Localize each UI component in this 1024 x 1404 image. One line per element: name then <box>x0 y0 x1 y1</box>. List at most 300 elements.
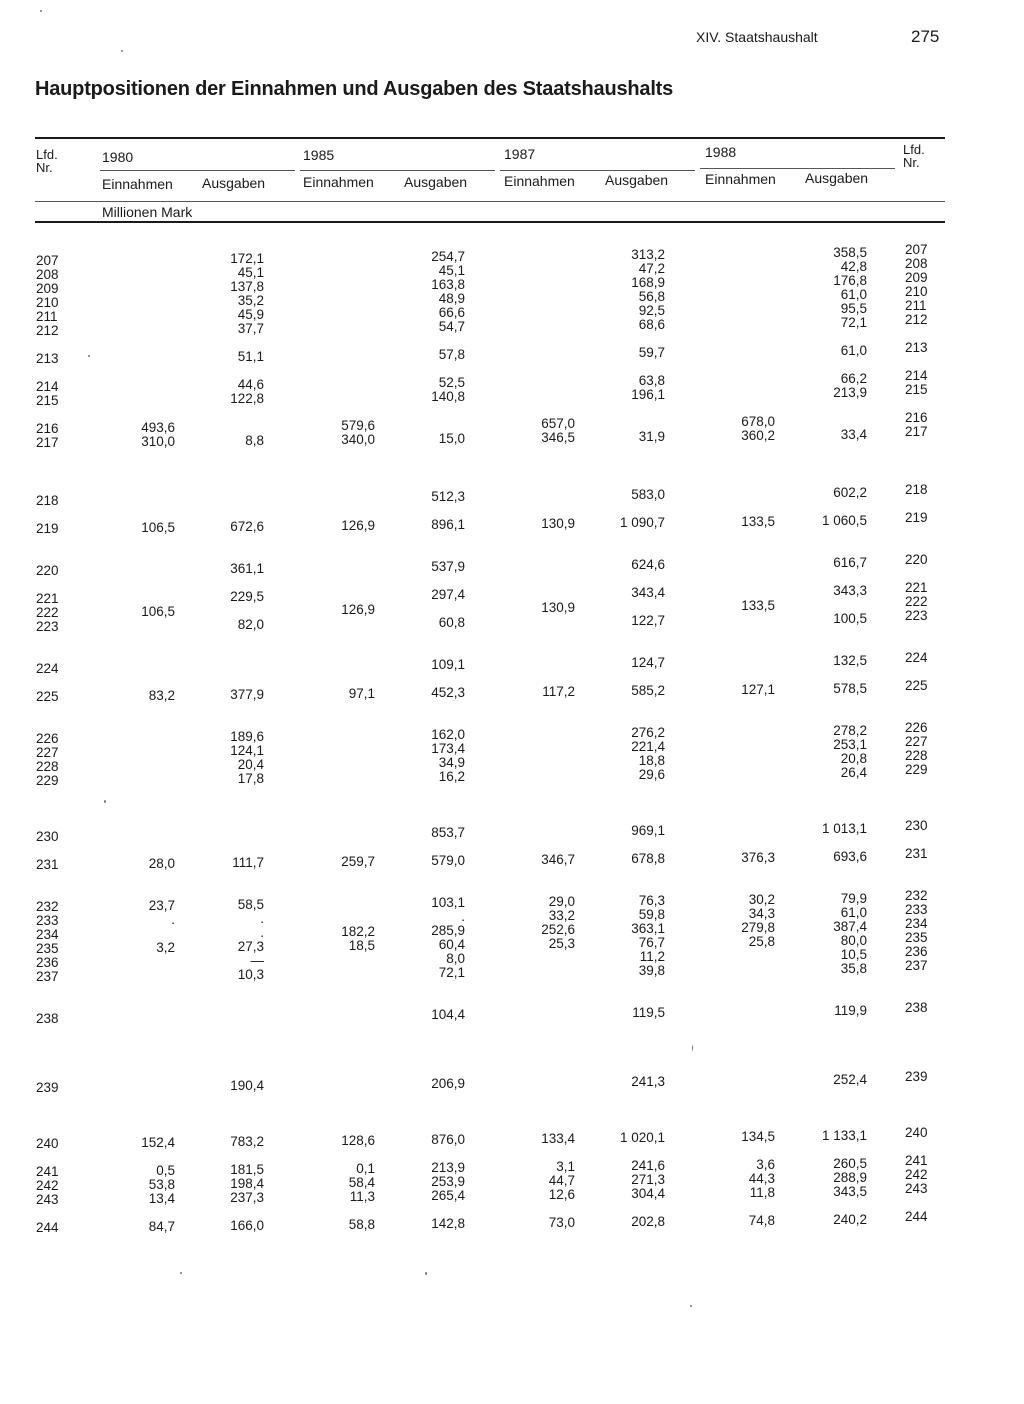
table-cell: 241,6 <box>631 1158 665 1173</box>
row-number: 241 <box>36 1164 59 1179</box>
table-cell: 128,6 <box>341 1133 375 1148</box>
table-cell: 59,8 <box>638 907 665 922</box>
year-1980: 1980 <box>102 149 134 165</box>
table-cell: 252,6 <box>541 922 575 937</box>
row-number: 234 <box>905 916 928 931</box>
row-number: 216 <box>905 410 928 425</box>
table-cell: 1 013,1 <box>821 821 867 836</box>
row-number: 228 <box>36 759 59 774</box>
page-title: Hauptpositionen der Einnahmen und Ausgaben des Staatshaushalts <box>35 78 674 100</box>
table-cell: 18,8 <box>638 753 665 768</box>
row-number: 209 <box>36 281 59 296</box>
lfd-nr-label-left: Lfd. Nr. <box>36 147 58 175</box>
table-cell: 237,3 <box>230 1190 264 1205</box>
row-number: 225 <box>905 678 928 693</box>
table-cell: 969,1 <box>631 823 665 838</box>
table-cell: 168,9 <box>631 275 665 290</box>
table-cell: 132,5 <box>833 653 867 668</box>
year-rule-1988 <box>700 168 895 169</box>
table-cell: 259,7 <box>341 854 375 869</box>
table-cell: 876,0 <box>431 1132 465 1147</box>
row-number: 230 <box>36 829 59 844</box>
table-cell: 26,4 <box>840 765 867 780</box>
table-cell: 360,2 <box>741 428 775 443</box>
section-header: XIV. Staatshaushalt <box>696 29 818 45</box>
table-cell: 310,0 <box>141 434 175 449</box>
table-cell: 285,9 <box>431 923 465 938</box>
table-cell: 678,0 <box>741 414 775 429</box>
table-cell: 162,0 <box>431 727 465 742</box>
row-number: 244 <box>36 1220 59 1235</box>
table-cell: 271,3 <box>631 1172 665 1187</box>
table-cell: 190,4 <box>230 1078 264 1093</box>
table-cell: 124,7 <box>631 655 665 670</box>
year-1988: 1988 <box>705 144 737 160</box>
table-cell: 142,8 <box>431 1216 465 1231</box>
table-cell: 97,1 <box>348 686 375 701</box>
table-cell: 578,5 <box>833 681 867 696</box>
ausgaben-label-1987: Ausgaben <box>605 172 669 188</box>
table-cell: 11,8 <box>749 1185 775 1200</box>
table-cell: 35,2 <box>237 293 264 308</box>
row-number: 212 <box>905 312 928 327</box>
table-cell: 68,6 <box>638 317 665 332</box>
table-cell: 74,8 <box>748 1213 775 1228</box>
table-cell: 106,5 <box>141 604 175 619</box>
row-number: 210 <box>905 284 928 299</box>
table-cell: 44,7 <box>548 1173 575 1188</box>
year-rule-1987 <box>500 170 695 171</box>
table-cell: 221,4 <box>631 739 665 754</box>
table-cell: 42,8 <box>840 259 867 274</box>
table-cell: 512,3 <box>431 489 465 504</box>
table-cell: 196,1 <box>631 387 665 402</box>
table-cell: 58,4 <box>348 1175 375 1190</box>
row-number: 243 <box>905 1181 928 1196</box>
table-cell: 76,7 <box>638 935 665 950</box>
table-cell: 29,6 <box>638 767 665 782</box>
scan-speck <box>425 1272 427 1275</box>
table-cell: 33,2 <box>548 908 575 923</box>
row-number: 231 <box>905 846 928 861</box>
table-cell: 60,4 <box>438 937 465 952</box>
row-number: 211 <box>36 309 58 324</box>
row-number: 242 <box>36 1178 59 1193</box>
year-1985: 1985 <box>303 147 335 163</box>
table-header-bottom-rule <box>35 221 945 223</box>
table-cell: 493,6 <box>141 420 175 435</box>
table-cell: 0,1 <box>356 1161 375 1176</box>
row-number: 237 <box>36 969 59 984</box>
scan-speck <box>180 1272 182 1274</box>
row-number: 243 <box>36 1192 59 1207</box>
row-number: 217 <box>905 424 928 439</box>
row-number: 236 <box>905 944 928 959</box>
table-cell: 45,1 <box>237 265 264 280</box>
table-cell: 240,2 <box>833 1212 867 1227</box>
row-number: 232 <box>905 888 928 903</box>
row-number: 238 <box>36 1011 59 1026</box>
table-cell: — <box>250 953 264 968</box>
row-number: 218 <box>36 493 59 508</box>
table-cell: 340,0 <box>341 432 375 447</box>
row-number: 226 <box>36 731 59 746</box>
table-cell: 241,3 <box>631 1074 665 1089</box>
table-cell: 163,8 <box>431 277 465 292</box>
table-cell: 61,0 <box>840 343 867 358</box>
table-cell: 34,9 <box>438 755 465 770</box>
scan-speck <box>40 10 42 12</box>
table-cell: 10,5 <box>840 947 867 962</box>
table-cell: 72,1 <box>840 315 867 330</box>
table-cell: 18,5 <box>348 938 375 953</box>
table-cell: 252,4 <box>833 1072 867 1087</box>
table-cell: 260,5 <box>833 1156 867 1171</box>
table-cell: 278,2 <box>833 723 867 738</box>
table-cell: 10,3 <box>237 967 264 982</box>
table-cell: 13,4 <box>148 1191 175 1206</box>
table-cell: 130,9 <box>541 516 575 531</box>
row-number: 230 <box>905 818 928 833</box>
table-cell: 1 020,1 <box>619 1130 665 1145</box>
row-number: 238 <box>905 1000 928 1015</box>
row-number: 221 <box>905 580 928 595</box>
table-cell: 39,8 <box>638 963 665 978</box>
row-number: 220 <box>36 563 59 578</box>
table-cell: 23,7 <box>148 898 175 913</box>
table-cell: 20,4 <box>237 757 264 772</box>
table-cell: 343,5 <box>833 1184 867 1199</box>
row-number: 217 <box>36 435 59 450</box>
table-cell: 25,8 <box>748 934 775 949</box>
table-cell: 117,2 <box>542 684 575 699</box>
row-number: 223 <box>36 619 59 634</box>
scan-speck <box>88 355 90 357</box>
row-number: 241 <box>905 1153 928 1168</box>
einnahmen-label-1985: Einnahmen <box>303 174 374 190</box>
table-cell: 72,1 <box>438 965 465 980</box>
table-cell: 361,1 <box>230 561 264 576</box>
table-cell: 853,7 <box>431 825 465 840</box>
table-cell: 109,1 <box>431 657 465 672</box>
table-cell: 47,2 <box>638 261 665 276</box>
row-number: 222 <box>905 594 928 609</box>
table-cell: 56,8 <box>638 289 665 304</box>
table-cell: 8,0 <box>446 951 465 966</box>
table-cell: 83,2 <box>148 688 175 703</box>
table-cell: 66,6 <box>438 305 465 320</box>
table-cell: 17,8 <box>237 771 264 786</box>
row-number: 224 <box>905 650 928 665</box>
table-cell: . <box>260 911 264 926</box>
table-cell: 3,2 <box>156 940 175 955</box>
table-cell: 213,9 <box>833 385 867 400</box>
scan-speck <box>121 50 123 52</box>
table-cell: 76,3 <box>638 893 665 908</box>
row-number: 214 <box>905 368 928 383</box>
table-cell: 44,6 <box>237 377 264 392</box>
table-cell: 27,3 <box>237 939 264 954</box>
year-1987: 1987 <box>504 146 536 162</box>
row-number: 225 <box>36 689 59 704</box>
table-cell: 452,3 <box>431 685 465 700</box>
row-number: 227 <box>36 745 59 760</box>
table-cell: 343,3 <box>833 583 867 598</box>
table-cell: 343,4 <box>631 585 665 600</box>
table-cell: 198,4 <box>230 1176 264 1191</box>
row-number: 216 <box>36 421 59 436</box>
table-cell: 100,5 <box>833 611 867 626</box>
table-cell: 106,5 <box>141 520 175 535</box>
row-number: 210 <box>36 295 59 310</box>
table-cell: 59,7 <box>638 345 665 360</box>
unit-label: Millionen Mark <box>102 204 193 220</box>
table-cell: 73,0 <box>548 1215 575 1230</box>
table-cell: 126,9 <box>341 518 375 533</box>
table-cell: 58,5 <box>237 897 264 912</box>
table-cell: 30,2 <box>748 892 775 907</box>
einnahmen-label-1987: Einnahmen <box>504 173 575 189</box>
table-cell: 166,0 <box>230 1218 264 1233</box>
table-cell: 122,7 <box>631 613 665 628</box>
table-cell: 583,0 <box>631 487 665 502</box>
row-number: 213 <box>905 340 928 355</box>
row-number: 226 <box>905 720 928 735</box>
table-cell: 624,6 <box>631 557 665 572</box>
table-cell: 45,1 <box>438 263 465 278</box>
table-cell: 134,5 <box>741 1129 775 1144</box>
row-number: 215 <box>36 393 59 408</box>
table-cell: 11,3 <box>349 1189 375 1204</box>
table-cell: 265,4 <box>431 1188 465 1203</box>
table-cell: 276,2 <box>631 725 665 740</box>
table-cell: 66,2 <box>840 371 867 386</box>
table-cell: 8,8 <box>245 433 264 448</box>
table-cell: 253,9 <box>431 1174 465 1189</box>
table-cell: 25,3 <box>548 936 575 951</box>
table-cell: 111,7 <box>232 855 264 870</box>
table-cell: 53,8 <box>148 1177 175 1192</box>
table-cell: 63,8 <box>638 373 665 388</box>
page-number: 275 <box>911 27 940 46</box>
table-cell: 54,7 <box>438 319 465 334</box>
row-number: 242 <box>905 1167 928 1182</box>
table-cell: 137,8 <box>230 279 264 294</box>
lfd-nr-label-right: Lfd. Nr. <box>903 142 925 170</box>
year-rule-1980 <box>100 170 295 171</box>
table-cell: 172,1 <box>230 251 264 266</box>
table-cell: 57,8 <box>438 347 465 362</box>
row-number: 227 <box>905 734 928 749</box>
table-cell: 297,4 <box>431 587 465 602</box>
table-cell: 377,9 <box>230 687 264 702</box>
row-number: 218 <box>905 482 928 497</box>
row-number: 223 <box>905 608 928 623</box>
table-cell: 12,6 <box>548 1187 575 1202</box>
table-cell: 82,0 <box>237 617 264 632</box>
table-cell: 579,0 <box>431 853 465 868</box>
row-number: 233 <box>36 913 59 928</box>
table-cell: 133,4 <box>541 1131 575 1146</box>
table-cell: 254,7 <box>431 249 465 264</box>
row-number: 244 <box>905 1209 928 1224</box>
table-cell: 173,4 <box>431 741 465 756</box>
table-cell: 84,7 <box>148 1219 175 1234</box>
table-cell: 585,2 <box>631 683 665 698</box>
table-cell: 48,9 <box>438 291 465 306</box>
table-cell: 33,4 <box>840 427 867 442</box>
table-cell: 616,7 <box>833 555 867 570</box>
row-number: 229 <box>36 773 59 788</box>
table-cell: 61,0 <box>840 905 867 920</box>
table-cell: 279,8 <box>741 920 775 935</box>
table-cell: 896,1 <box>431 517 465 532</box>
row-number: 229 <box>905 762 928 777</box>
table-cell: . <box>260 925 264 940</box>
table-cell: 29,0 <box>548 894 575 909</box>
table-cell: 103,1 <box>431 895 465 910</box>
table-cell: 51,1 <box>237 349 264 364</box>
table-cell: 304,4 <box>631 1186 665 1201</box>
ausgaben-label-1980: Ausgaben <box>202 175 266 191</box>
table-cell: 119,5 <box>632 1005 665 1020</box>
table-cell: 346,5 <box>541 430 575 445</box>
row-number: 213 <box>36 351 59 366</box>
row-number: 224 <box>36 661 59 676</box>
row-number: 222 <box>36 605 59 620</box>
row-number: 214 <box>36 379 59 394</box>
ausgaben-label-1988: Ausgaben <box>805 170 869 186</box>
unit-rule <box>35 201 945 202</box>
row-number: 212 <box>36 323 59 338</box>
table-cell: 92,5 <box>638 303 665 318</box>
table-cell: 213,9 <box>431 1160 465 1175</box>
row-number: 235 <box>905 930 928 945</box>
table-cell: 387,4 <box>833 919 867 934</box>
row-number: 235 <box>36 941 59 956</box>
row-number: 207 <box>36 253 59 268</box>
row-number: 219 <box>905 510 928 525</box>
ausgaben-label-1985: Ausgaben <box>404 174 468 190</box>
row-number: 221 <box>36 591 59 606</box>
table-cell: 602,2 <box>833 485 867 500</box>
table-cell: 678,8 <box>631 851 665 866</box>
table-cell: 80,0 <box>840 933 867 948</box>
row-number: 208 <box>905 256 928 271</box>
table-cell: 15,0 <box>438 431 465 446</box>
table-cell: 189,6 <box>230 729 264 744</box>
row-number: 234 <box>36 927 59 942</box>
row-number: 209 <box>905 270 928 285</box>
table-cell: 104,4 <box>431 1007 465 1022</box>
table-cell: 229,5 <box>230 589 264 604</box>
table-cell: 537,9 <box>431 559 465 574</box>
table-cell: 358,5 <box>833 245 867 260</box>
table-cell: 181,5 <box>230 1162 264 1177</box>
einnahmen-label-1980: Einnahmen <box>102 176 173 192</box>
row-number: 237 <box>905 958 928 973</box>
row-number: 231 <box>36 857 59 872</box>
table-cell: 363,1 <box>631 921 665 936</box>
table-cell: 288,9 <box>833 1170 867 1185</box>
table-cell: 16,2 <box>438 769 465 784</box>
table-cell: 127,1 <box>741 682 775 697</box>
table-cell: 783,2 <box>230 1134 264 1149</box>
table-cell: 133,5 <box>741 514 775 529</box>
table-cell: 672,6 <box>230 519 264 534</box>
table-cell: 152,4 <box>141 1135 175 1150</box>
table-cell: 44,3 <box>748 1171 775 1186</box>
table-cell: 1 133,1 <box>821 1128 867 1143</box>
table-cell: 176,8 <box>833 273 867 288</box>
table-cell: 20,8 <box>840 751 867 766</box>
table-cell: 202,8 <box>631 1214 665 1229</box>
row-number: 220 <box>905 552 928 567</box>
scan-speck <box>690 1305 692 1307</box>
row-number: 239 <box>905 1069 928 1084</box>
table-cell: 122,8 <box>230 391 264 406</box>
row-number: 208 <box>36 267 59 282</box>
table-cell: 124,1 <box>230 743 264 758</box>
row-number: 232 <box>36 899 59 914</box>
table-cell: 79,9 <box>840 891 867 906</box>
table-cell: 1 060,5 <box>821 513 867 528</box>
row-number: 239 <box>36 1080 59 1095</box>
table-cell: 3,6 <box>756 1157 775 1172</box>
table-cell: 58,8 <box>348 1217 375 1232</box>
table-cell: 0,5 <box>156 1163 175 1178</box>
scan-speck <box>104 800 106 803</box>
table-cell: 31,9 <box>638 429 665 444</box>
row-number: 219 <box>36 521 59 536</box>
row-number: 240 <box>905 1125 928 1140</box>
table-cell: 313,2 <box>631 247 665 262</box>
table-cell: 28,0 <box>148 856 175 871</box>
row-number: 207 <box>905 242 928 257</box>
row-number: 215 <box>905 382 928 397</box>
table-cell: 45,9 <box>237 307 264 322</box>
table-cell: 52,5 <box>438 375 465 390</box>
table-cell: . <box>461 909 465 924</box>
table-cell: 11,2 <box>639 949 665 964</box>
row-number: 233 <box>905 902 928 917</box>
table-cell: 182,2 <box>341 924 375 939</box>
table-cell: 693,6 <box>833 849 867 864</box>
table-cell: 3,1 <box>556 1159 575 1174</box>
table-cell: 376,3 <box>741 850 775 865</box>
row-number: 211 <box>905 298 927 313</box>
table-cell: 61,0 <box>840 287 867 302</box>
table-cell: 35,8 <box>840 961 867 976</box>
table-cell: 37,7 <box>237 321 264 336</box>
table-cell: 657,0 <box>541 416 575 431</box>
row-number: 228 <box>905 748 928 763</box>
table-cell: 133,5 <box>741 598 775 613</box>
table-cell: 126,9 <box>341 602 375 617</box>
row-number: 240 <box>36 1136 59 1151</box>
table-cell: 34,3 <box>748 906 775 921</box>
table-cell: 119,9 <box>834 1003 867 1018</box>
einnahmen-label-1988: Einnahmen <box>705 171 776 187</box>
scan-speck <box>692 1045 693 1051</box>
table-cell: . <box>171 912 175 927</box>
table-cell: 130,9 <box>541 600 575 615</box>
year-rule-1985 <box>300 170 495 171</box>
table-cell: 140,8 <box>431 389 465 404</box>
table-top-rule <box>35 137 945 139</box>
table-cell: 95,5 <box>840 301 867 316</box>
table-cell: 346,7 <box>541 852 575 867</box>
